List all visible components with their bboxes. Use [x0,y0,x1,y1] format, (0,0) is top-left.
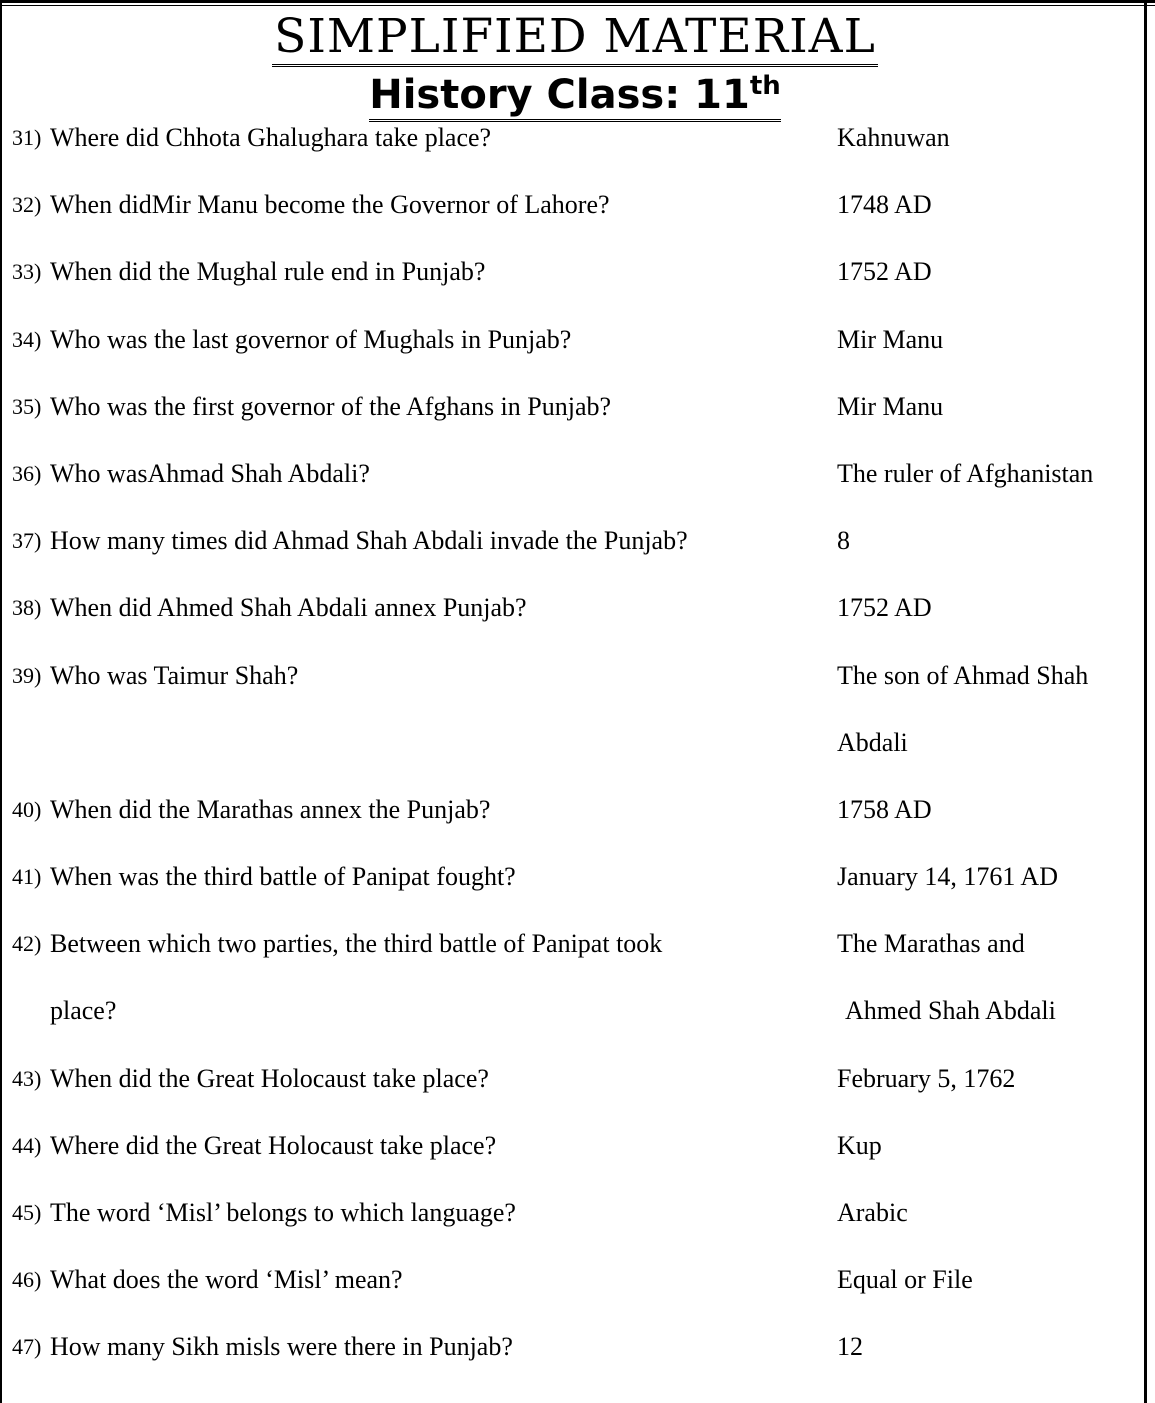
qa-row [0,1250,1150,1317]
answer-text: 1758 AD [837,794,932,824]
question-text: When did the Marathas annex the Punjab? [50,794,491,824]
question-text: Between which two parties, the third battle of Panipat took [50,929,663,959]
qa-row [0,242,1150,309]
qa-row [0,1183,1150,1250]
answer-text: 1752 AD [837,593,932,623]
answer-text: Mir Manu [837,391,944,421]
question-number: 34) [12,326,42,352]
qa-row [0,1116,1150,1183]
question-number: 44) [12,1132,42,1158]
question-text: Where did the Great Holocaust take place? [50,1130,497,1160]
qa-row [0,108,1150,175]
qa-row [0,1317,1150,1384]
question-text: How many times did Ahmad Shah Abdali invade the Punjab? [50,526,688,556]
qa-row [0,847,1150,914]
answer-text: Arabic [837,1198,908,1227]
top-border [0,0,1155,3]
question-text: Who was Taimur Shah? [50,660,299,690]
qa-row [0,1049,1150,1116]
question-number: 42) [12,931,42,957]
question-number: 38) [12,595,42,621]
question-number: 41) [12,864,42,890]
answer-text: Kahnuwan [837,123,950,152]
question-text: Who wasAhmad Shah Abdali? [50,458,370,488]
question-text: When did Ahmed Shah Abdali annex Punjab? [50,593,527,623]
question-number: 46) [12,1267,42,1293]
qa-row-continuation [0,981,1150,1048]
question-number: 35) [12,393,42,419]
question-text: Who was the first governor of the Afghans in Punjab? [50,391,612,421]
qa-row [0,511,1150,578]
question-text: When did the Mughal rule end in Punjab? [50,257,486,287]
question-text: When didMir Manu become the Governor of Lahore? [50,190,610,220]
question-text-continuation: place? [50,996,117,1026]
qa-row-continuation [0,713,1150,780]
qa-row [0,578,1150,645]
page-title [0,8,1150,67]
answer-text: January 14, 1761 AD [837,862,1058,892]
question-number: 32) [12,192,42,218]
question-number: 37) [12,528,42,554]
subtitle-main: History Class: 11 [369,72,750,118]
answer-text: The son of Ahmad Shah [837,660,1089,690]
answer-text: 12 [837,1332,863,1362]
answer-text: The ruler of Afghanistan [837,458,1094,488]
qa-row [0,914,1150,981]
question-number: 31) [12,125,42,150]
question-number: 36) [12,460,42,486]
question-number: 43) [12,1065,42,1091]
answer-text: Equal or File [837,1265,973,1295]
qa-row [0,780,1150,847]
question-number: 47) [12,1334,42,1360]
question-text: When was the third battle of Panipat fought? [50,862,516,892]
question-text: The word ‘Misl’ belongs to which language? [50,1198,516,1227]
question-text: When did the Great Holocaust take place? [50,1063,489,1093]
subtitle-superscript: th [749,71,781,101]
question-text: What does the word ‘Misl’ mean? [50,1265,403,1295]
qa-row [0,310,1150,377]
answer-text-continuation: Abdali [837,727,908,757]
page-title-text: SIMPLIFIED MATERIAL [272,10,878,67]
answer-text: 8 [837,526,850,556]
question-text: Where did Chhota Ghalughara take place? [50,123,492,152]
qa-row [0,377,1150,444]
question-text: How many Sikh misls were there in Punjab? [50,1332,513,1362]
answer-text-continuation: Ahmed Shah Abdali [845,996,1056,1026]
question-text: Who was the last governor of Mughals in Punjab? [50,324,572,354]
answer-text: 1748 AD [837,190,932,220]
qa-row [0,175,1150,242]
qa-row [0,646,1150,713]
answer-text: Mir Manu [837,324,944,354]
question-number: 40) [12,796,42,822]
answer-text: February 5, 1762 [837,1063,1016,1093]
question-number: 33) [12,259,42,285]
answer-text: The Marathas and [837,929,1025,959]
top-border-inner [0,5,1155,6]
answer-text: Kup [837,1130,882,1160]
question-answer-list [0,108,1150,1385]
question-number: 45) [12,1200,42,1225]
question-number: 39) [12,662,42,688]
answer-text: 1752 AD [837,257,932,287]
qa-row [0,444,1150,511]
